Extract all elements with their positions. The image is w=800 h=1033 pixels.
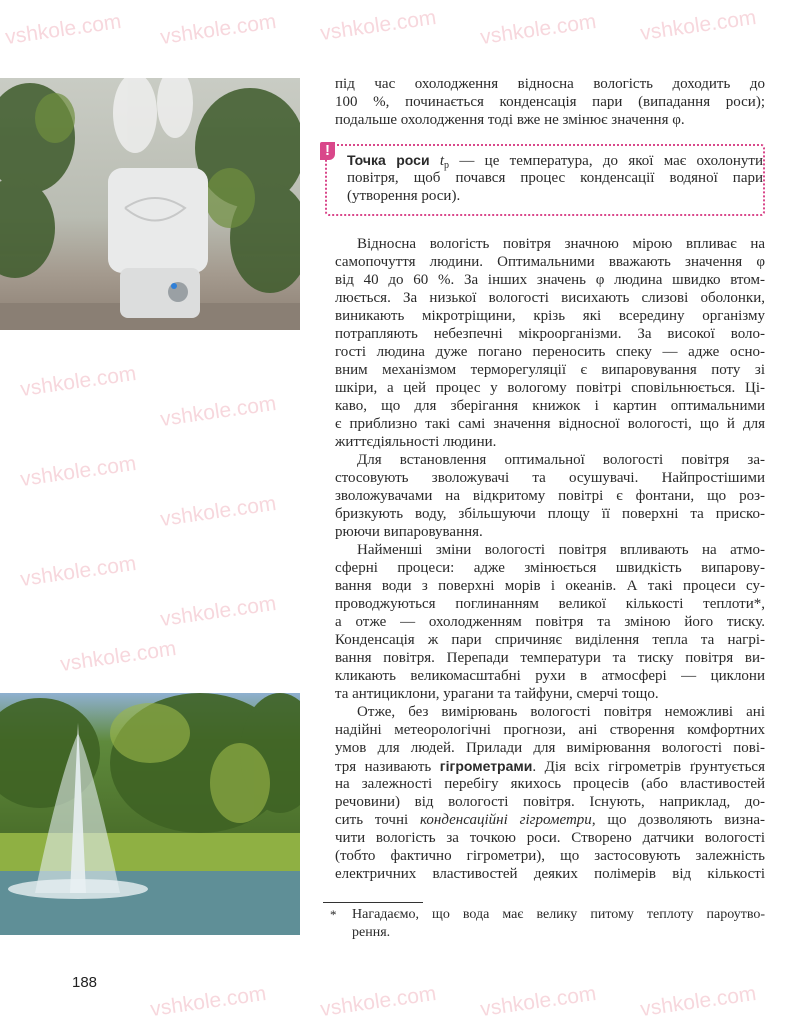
text-line	[335, 111, 765, 129]
text-segment: потрапляють небезпечні мікроорганізми. За високої воло-	[335, 326, 765, 342]
text-segment: рення.	[352, 925, 391, 940]
paragraph-intro	[335, 75, 765, 129]
fountain-photo	[0, 693, 300, 935]
text-line	[335, 253, 765, 271]
text-segment: гості людина дуже погано переносить спеку — адже осно-	[335, 344, 765, 360]
text-line	[335, 235, 765, 253]
text-line	[335, 757, 765, 775]
footnote-mark: *	[330, 907, 337, 922]
text-segment: є приблизно такі самі значення відносної вологості, що й для	[335, 416, 765, 432]
text-line	[335, 865, 765, 883]
text-segment: Отже, без вимірювань вологості повітря неможливі ані	[357, 704, 765, 720]
text-segment: самопочуття людини. Оптимальними вважають значення φ	[335, 254, 765, 270]
text-line	[335, 289, 765, 307]
text-segment: повітря, щоб почався процес конденсації водяної пари	[347, 170, 763, 186]
text-segment: кликають великомасштабні рухи в атмосфері — циклони	[335, 668, 765, 684]
text-line	[335, 307, 765, 325]
text-line	[335, 271, 765, 289]
text-line	[335, 469, 765, 487]
footnote-divider	[323, 902, 423, 903]
text-segment: сферні процеси: адже змінюється швидкість випарову-	[335, 560, 765, 576]
text-segment: життєдіяльності людини.	[335, 434, 497, 450]
text-line	[335, 541, 765, 559]
text-line	[335, 793, 765, 811]
text-line	[335, 379, 765, 397]
watermark-text: vshkole.com	[158, 591, 278, 632]
text-line	[335, 685, 765, 703]
watermark-text: vshkole.com	[638, 5, 758, 46]
text-segment: Для встановлення оптимальної вологості повітря за-	[357, 452, 765, 468]
text-line	[335, 415, 765, 433]
bold-term: гігрометрами	[439, 758, 533, 774]
text-line	[335, 433, 765, 451]
text-segment: t	[429, 153, 445, 169]
text-segment: від 40 до 60 %. За інших значень φ людина швидко втом-	[335, 272, 765, 288]
text-line	[335, 649, 765, 667]
text-segment: бризкують воду, збільшуючи площу її поверхні та приско-	[335, 506, 765, 522]
bold-term: Точка роси	[347, 152, 430, 168]
text-segment: рюючи випаровування.	[335, 524, 483, 540]
text-segment: умов для людей. Прилади для вимірювання вологості пові-	[335, 740, 765, 756]
text-line	[335, 775, 765, 793]
text-segment: чити вологість за точкою роси. Створено датчики вологості	[335, 830, 765, 846]
text-segment: Відносна вологість повітря значною мірою впливає на	[357, 236, 765, 252]
watermark-text: vshkole.com	[478, 981, 598, 1022]
text-segment: а отже — охолодженням повітря та зміною його тиску.	[335, 614, 765, 630]
text-segment: на залежності перебігу якихось процесів (або властивостей	[335, 776, 765, 792]
text-line	[335, 829, 765, 847]
text-segment: р	[444, 160, 450, 171]
watermark-text: vshkole.com	[638, 981, 758, 1022]
watermark-text: vshkole.com	[18, 361, 138, 402]
text-segment: вання повітря. Перепади температури та тиску повітря ви-	[335, 650, 765, 666]
text-segment: подальше охолодження тоді вже не змінює значення φ.	[335, 112, 685, 128]
text-segment: (тобто фактично гігрометри), що застосовують залежність	[335, 848, 765, 864]
text-line	[335, 505, 765, 523]
text-line	[352, 906, 765, 924]
text-segment: шкіри, а цей процес у вологому повітрі сповільнюється. Ці-	[335, 380, 765, 396]
text-line	[335, 451, 765, 469]
text-segment: проводжуються поглинанням великої кількості теплоти*,	[335, 596, 765, 612]
body-text	[335, 235, 765, 883]
watermark-text: vshkole.com	[478, 9, 598, 50]
text-line	[335, 325, 765, 343]
watermark-text: vshkole.com	[318, 5, 438, 46]
text-line	[335, 75, 765, 93]
text-line	[335, 721, 765, 739]
text-segment: вним механізмом терморегуляції є випаровування поту зі	[335, 362, 765, 378]
text-line	[335, 739, 765, 757]
text-line	[347, 169, 763, 187]
text-segment: зволожувачами на відкритому повітрі є фонтани, що роз-	[335, 488, 765, 504]
watermark-text: vshkole.com	[158, 391, 278, 432]
text-segment: та антициклони, урагани та тайфуни, смерчі тощо.	[335, 686, 659, 702]
exclamation-icon: !	[320, 142, 335, 160]
text-segment: Конденсація ж пари спричиняє виділення тепла та нагрі-	[335, 632, 765, 648]
watermark-text: vshkole.com	[18, 451, 138, 492]
text-segment: (утворення роси).	[347, 188, 461, 204]
page-number: 188	[72, 974, 98, 991]
text-segment: , що дозволяють визна-	[591, 812, 765, 828]
text-line	[335, 595, 765, 613]
text-segment: — це температура, до якої має охолонути	[449, 153, 763, 169]
text-segment: сить точні	[335, 812, 420, 828]
text-segment: речовини) від вологості повітря. Існують, наприклад, до-	[335, 794, 765, 810]
text-line	[335, 523, 765, 541]
text-segment: Нагадаємо, що вода має велику питому теплоту пароутво-	[352, 907, 765, 922]
watermark-text: vshkole.com	[158, 491, 278, 532]
text-line	[352, 924, 765, 942]
text-line	[335, 613, 765, 631]
text-line	[335, 631, 765, 649]
watermark-text: vshkole.com	[148, 981, 268, 1022]
text-segment: вання води з поверхні морів і океанів. А такі процеси су-	[335, 578, 765, 594]
text-segment: електричних властивостей деяких полімерів від кількості	[335, 866, 765, 882]
watermark-text: vshkole.com	[18, 551, 138, 592]
text-segment: . Дія всіх гігрометрів ґрунтується	[532, 759, 765, 775]
watermark-text: vshkole.com	[318, 981, 438, 1022]
text-segment: 100 %, починається конденсація пари (випадання роси);	[335, 94, 765, 110]
text-line	[335, 667, 765, 685]
text-line	[335, 847, 765, 865]
text-line	[335, 811, 765, 829]
text-line	[347, 151, 763, 169]
text-segment: стосовують зволожувачі та осушувачі. Найпростішими	[335, 470, 765, 486]
watermark-text: vshkole.com	[58, 636, 178, 677]
text-segment: Найменші зміни вологості повітря впливають на атмо-	[357, 542, 765, 558]
text-line	[335, 487, 765, 505]
text-segment: каво, що для зберігання книжок і картин оптимальними	[335, 398, 765, 414]
text-segment: виникають мікротріщини, крізь які всередину організму	[335, 308, 765, 324]
text-line	[335, 93, 765, 111]
definition-text	[347, 151, 763, 205]
text-line	[335, 361, 765, 379]
text-line	[335, 559, 765, 577]
text-line	[335, 577, 765, 595]
text-line	[335, 343, 765, 361]
text-line	[347, 187, 763, 205]
text-segment: надійні метеорологічні прогнози, ані створення комфортних	[335, 722, 765, 738]
watermark-text: vshkole.com	[3, 9, 123, 50]
text-segment: під час охолодження відносна вологість доходить до	[335, 76, 765, 92]
text-line	[335, 397, 765, 415]
italic-term: конденсаційні гігрометри	[419, 812, 592, 828]
text-line	[335, 703, 765, 721]
watermark-text: vshkole.com	[158, 9, 278, 50]
text-segment: тря називають	[335, 759, 440, 775]
humidifier-photo	[0, 78, 300, 330]
text-segment: люється. За низької вологості висихають слизові оболонки,	[335, 290, 765, 306]
